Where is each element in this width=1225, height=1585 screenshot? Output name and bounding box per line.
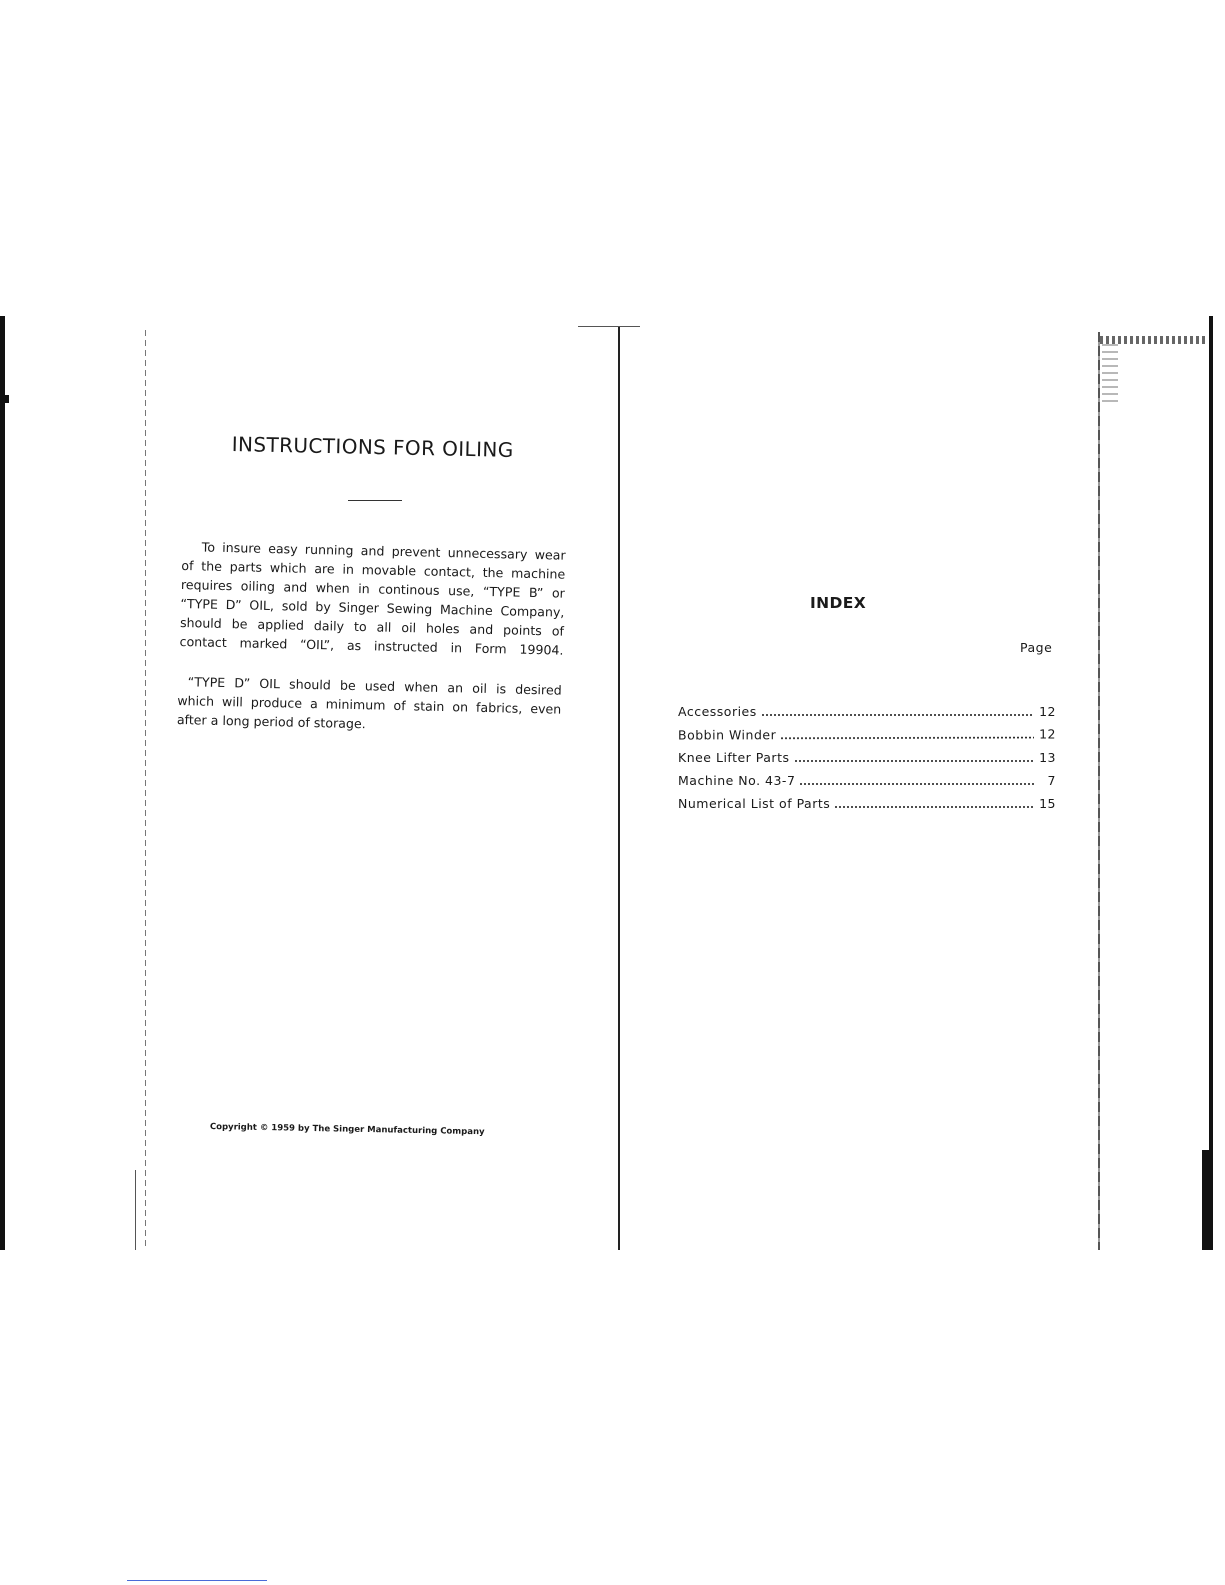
index-entry-name: Accessories [678, 704, 757, 719]
scan-smudge-right [1102, 344, 1118, 404]
scan-smudge-top-right [1100, 336, 1208, 344]
oiling-paragraph-1 [179, 537, 565, 660]
paragraph-line: which will produce a minimum of stain on fabrics, even [177, 692, 562, 717]
title-divider [348, 500, 402, 501]
book-gutter-top [578, 326, 640, 327]
copyright-notice: Copyright © 1959 by The Singer Manufacturing Company [209, 1122, 485, 1138]
book-gutter [618, 326, 620, 1250]
index-entry-page: 12 [1039, 726, 1057, 742]
paragraph-line: after a long period of storage. [176, 711, 366, 732]
index-title: INDEX [810, 594, 867, 612]
paragraph-line: should be applied daily to all oil holes and points of [179, 614, 565, 639]
dot-leader [799, 783, 1034, 785]
dot-leader [761, 714, 1034, 716]
index-entry [678, 773, 1056, 796]
index-entry-name: Machine No. 43-7 [678, 773, 796, 788]
oiling-title: INSTRUCTIONS FOR OILING [231, 432, 514, 462]
paragraph-line: of the parts which are in movable contact, the machine [181, 557, 566, 582]
index-entry-name: Knee Lifter Parts [678, 750, 790, 765]
index-entry [678, 704, 1056, 727]
paragraph-line: “TYPE D” OIL should be used when an oil is desired [187, 674, 562, 698]
paragraph-line: To insure easy running and prevent unnecessary wear [201, 539, 566, 563]
index-entry-page: 15 [1039, 796, 1056, 811]
scan-edge-right [1209, 316, 1213, 1250]
index-entry [678, 727, 1056, 751]
scan-edge-right-shadow [1202, 1150, 1213, 1250]
index-entry-name: Numerical List of Parts [678, 796, 831, 811]
scan-edge-mark [0, 395, 9, 403]
left-page-border [145, 330, 146, 1250]
paragraph-line: requires oiling and when in continous use, “TYPE B” or [180, 576, 565, 601]
oiling-paragraph-2 [177, 672, 562, 738]
index-entry [678, 750, 1056, 773]
index-entry-page: 13 [1039, 750, 1056, 765]
index-entry-name: Bobbin Winder [677, 727, 777, 743]
page-column-label: Page [1020, 640, 1053, 655]
left-page-border-lower [135, 1170, 136, 1250]
index-entry-page: 12 [1039, 704, 1056, 719]
viewer-link-underline [127, 1580, 267, 1581]
paragraph-line: contact marked “OIL”, as instructed in Form 19904. [179, 633, 564, 658]
index-entry-page: 7 [1047, 773, 1056, 788]
dot-leader [780, 737, 1034, 740]
paragraph-line: “TYPE D” OIL, sold by Singer Sewing Machine Company, [180, 595, 565, 620]
right-page-border [1098, 332, 1100, 1250]
index-list [678, 704, 1056, 819]
scan-edge-left [0, 316, 5, 1250]
index-entry [678, 796, 1056, 819]
dot-leader [794, 760, 1035, 762]
dot-leader [834, 806, 1034, 808]
